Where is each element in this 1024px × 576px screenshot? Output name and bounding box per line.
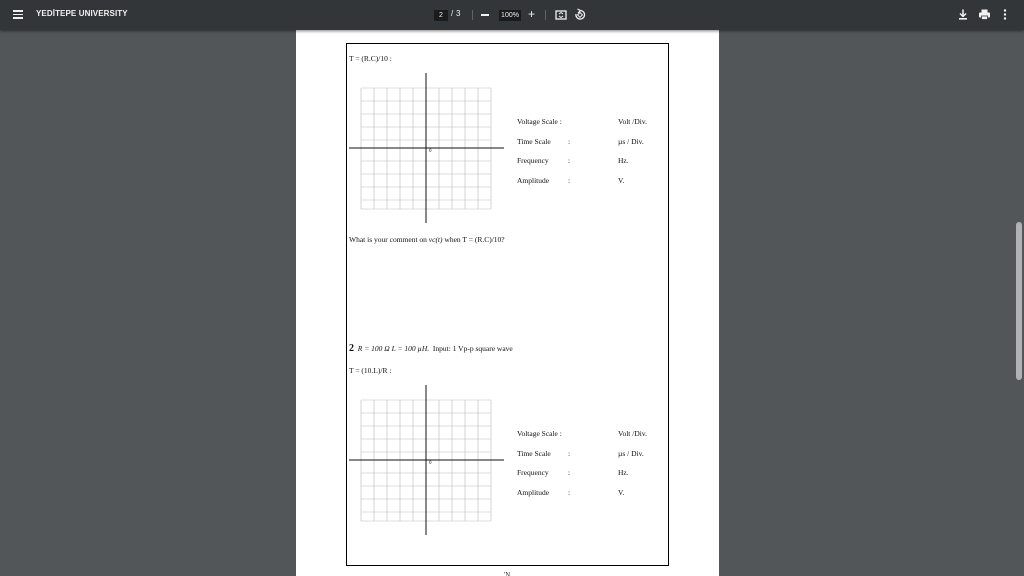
print-icon[interactable] <box>978 8 991 21</box>
time-constant-label: T = (R.C)/10 : <box>349 54 392 63</box>
toolbar-divider <box>545 10 546 20</box>
rotate-icon[interactable] <box>574 8 586 21</box>
time-constant-label-2: T = (10.L)/R : <box>349 366 392 375</box>
section-2-heading: 2 R = 100 Ω L = 100 µH. Input: 1 Vp-p square wave <box>349 343 513 354</box>
voltage-scale-label-2: Voltage Scale : <box>517 429 562 438</box>
time-scale-label: Time Scale <box>517 137 551 146</box>
time-scale-colon-2: : <box>568 449 571 458</box>
amplitude-label-2: Amplitude <box>517 488 550 497</box>
time-scale-unit-2: µs / Div. <box>618 449 644 458</box>
download-icon[interactable] <box>957 8 969 21</box>
amplitude-colon: : <box>568 176 571 185</box>
comment-question: What is your comment on vc(t) when T = (R.C)/10? <box>349 235 505 244</box>
oscilloscope-grid <box>349 73 506 225</box>
origin-label-2: 0 <box>429 461 432 466</box>
origin-label: 0 <box>429 149 432 154</box>
frequency-unit-2: Hz. <box>618 468 629 477</box>
frequency-colon-2: : <box>568 468 571 477</box>
page-footer-partial: 'N <box>504 571 511 576</box>
toolbar-divider <box>472 10 473 20</box>
frequency-label-2: Frequency <box>517 468 549 477</box>
page-number-input[interactable]: 2 <box>434 10 448 21</box>
zoom-in-button[interactable]: + <box>528 7 536 21</box>
amplitude-label: Amplitude <box>517 176 550 185</box>
voltage-scale-unit-2: Volt /Div. <box>618 429 647 438</box>
amplitude-unit: V. <box>618 176 625 185</box>
amplitude-colon-2: : <box>568 488 571 497</box>
zoom-out-button[interactable] <box>481 14 489 16</box>
voltage-scale-label: Voltage Scale : <box>517 117 562 126</box>
voltage-scale-unit: Volt /Div. <box>618 117 647 126</box>
menu-icon[interactable] <box>11 8 25 22</box>
total-pages: 3 <box>456 9 461 18</box>
document-title: YEDİTEPE UNIVERSITY <box>36 9 128 18</box>
pdf-page <box>296 30 719 576</box>
page-separator: / <box>451 9 454 18</box>
more-options-icon[interactable] <box>1002 8 1008 21</box>
vertical-scrollbar[interactable] <box>1014 30 1024 576</box>
time-scale-label-2: Time Scale <box>517 449 551 458</box>
amplitude-unit-2: V. <box>618 488 625 497</box>
pdf-toolbar <box>0 0 1024 30</box>
zoom-level-input[interactable]: 100% <box>499 10 521 21</box>
scrollbar-thumb[interactable] <box>1016 222 1022 380</box>
frequency-colon: : <box>568 156 571 165</box>
time-scale-colon: : <box>568 137 571 146</box>
frequency-label: Frequency <box>517 156 549 165</box>
oscilloscope-grid-2 <box>349 385 506 537</box>
fit-to-page-icon[interactable] <box>555 9 567 21</box>
frequency-unit: Hz. <box>618 156 629 165</box>
time-scale-unit: µs / Div. <box>618 137 644 146</box>
